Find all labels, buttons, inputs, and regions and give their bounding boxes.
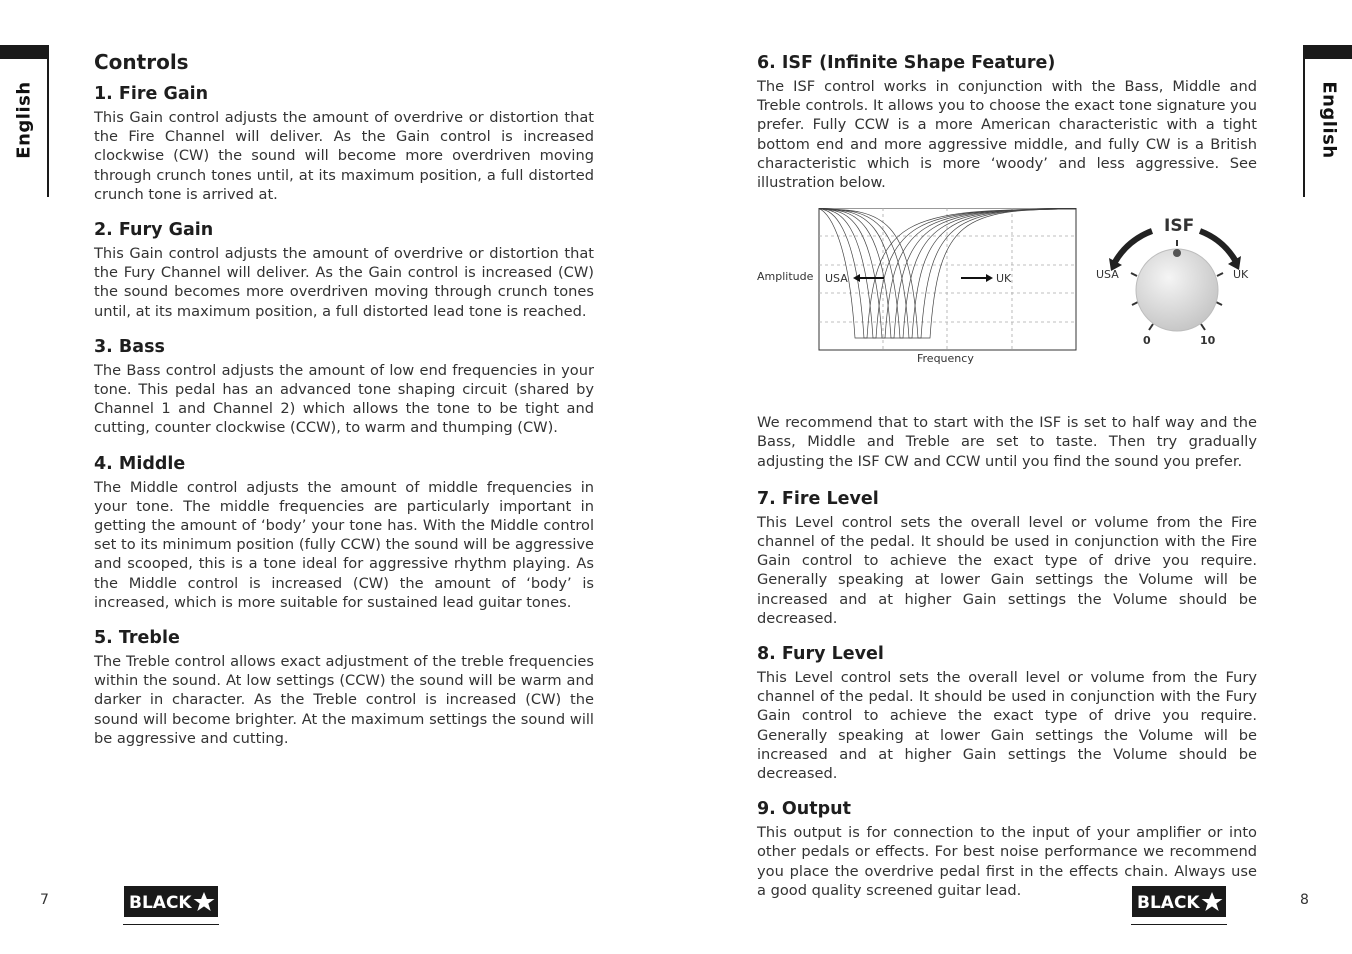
isf-illustration bbox=[757, 208, 1257, 398]
section-middle bbox=[94, 454, 594, 612]
star-icon bbox=[194, 892, 215, 911]
section-title: 2. Fury Gain bbox=[94, 220, 214, 241]
section-body: This Gain control adjusts the amount of overdrive or distortion that the Fire Channel will deliver. As the Gain control is increased clockwise (CW) the sound will become more overdriven moving through crunch tones until, at its maximum position, a full distorted crunch tone is arrived at. bbox=[94, 109, 594, 203]
section-output bbox=[757, 799, 1257, 900]
cw-arrow-icon bbox=[1200, 231, 1235, 260]
recommend-body: We recommend that to start with the ISF is set to half way and the Bass, Middle and Treble are set to taste. Then try gradually adjusting the ISF CW and CCW until you find the sound you prefer. bbox=[757, 414, 1257, 470]
section-bass bbox=[94, 337, 594, 438]
section-body: This Gain control adjusts the amount of overdrive or distortion that the Fury Channel will deliver. As the Gain control is increased (CW) the sound becomes more overdriven moving through crunch tones until, at its maximum position, a full distorted lead tone is reached. bbox=[94, 245, 594, 320]
logo-underline bbox=[1131, 924, 1227, 925]
response-curve bbox=[819, 209, 1076, 338]
response-curve bbox=[819, 209, 1076, 338]
section-title: 6. ISF (Infinite Shape Feature) bbox=[757, 53, 1056, 73]
section-title: 3. Bass bbox=[94, 336, 165, 357]
section-title: 8. Fury Level bbox=[757, 644, 884, 665]
language-tab bbox=[0, 45, 49, 197]
page-number: 7 bbox=[40, 892, 49, 908]
section-fire-level bbox=[757, 489, 1257, 628]
section-title: 4. Middle bbox=[94, 453, 186, 474]
language-tab-label: English bbox=[13, 81, 34, 159]
right-arrow-icon bbox=[961, 274, 993, 282]
section-title: 7. Fire Level bbox=[757, 488, 879, 509]
isf-diagram bbox=[757, 208, 1257, 378]
isf-knob bbox=[1096, 216, 1249, 347]
logo-text: BLACK bbox=[129, 893, 192, 913]
language-tab bbox=[1303, 45, 1352, 197]
section-fury-gain bbox=[94, 220, 594, 321]
blackstar-logo bbox=[124, 886, 218, 917]
right-page bbox=[676, 0, 1352, 954]
section-body: The Middle control adjusts the amount of middle frequencies in your tone. The middle frequencies are particularly important in getting the amount of ‘body’ your tone has. With the Middle control set to its minimum position (fully CCW) the sound will be aggressive and scooped, this is a tone ideal for aggressive rhythm playing. As the Middle control is increased (CW) the amount of ‘body’ is increased, which is more suitable for sustained lead guitar tones. bbox=[94, 478, 594, 611]
section-title: 9. Output bbox=[757, 799, 851, 820]
section-title: 5. Treble bbox=[94, 628, 180, 649]
knob-max-label: 10 bbox=[1200, 334, 1216, 348]
frequency-label: Frequency bbox=[917, 352, 974, 366]
right-column bbox=[757, 50, 1257, 916]
section-body: This Level control sets the overall level or volume from the Fire channel of the pedal. It should be used in conjunction with the Fire Gain control to achieve the exact type of drive you require. Generally speaking at lower Gain settings the Volume will be increased and at higher Gain settings the Volume should be decreased. bbox=[757, 513, 1257, 627]
amplitude-label: Amplitude bbox=[757, 270, 814, 284]
knob-indicator bbox=[1173, 249, 1181, 257]
knob-body bbox=[1136, 249, 1218, 331]
page-title: Controls bbox=[94, 50, 189, 74]
knob-min-label: 0 bbox=[1143, 334, 1151, 348]
section-body: This Level control sets the overall level or volume from the Fury channel of the pedal. It should be used in conjunction with the Fury Gain control to achieve the exact type of drive you require. Generally speaking at lower Gain settings the Volume will be increased and at higher Gain settings the Volume should be decreased. bbox=[757, 669, 1257, 783]
left-column bbox=[94, 50, 594, 764]
logo-text: BLACK bbox=[1137, 893, 1200, 913]
star-icon bbox=[1202, 892, 1223, 911]
knob-right-label: UK bbox=[1233, 268, 1249, 282]
section-treble bbox=[94, 628, 594, 748]
response-curve bbox=[819, 209, 1076, 338]
section-body: The ISF control works in conjunction with the Bass, Middle and Treble controls. It allows you to choose the exact tone signature you prefer. Fully CCW is a more American characteristic with a tight bottom end and more aggressive middle, and fully CW is a British characteristic which is more ‘woody’ and less aggressive. See illustration below. bbox=[757, 78, 1257, 192]
blackstar-logo bbox=[1132, 886, 1226, 917]
section-body: This output is for connection to the input of your amplifier or into other pedals or effects. For best noise performance we recommend you place the overdrive pedal first in the effects chain. Always use a good quality screened guitar lead. bbox=[757, 824, 1257, 899]
frequency-graph bbox=[757, 208, 1076, 365]
knob-title: ISF bbox=[1164, 216, 1195, 237]
blackstar-logo-mark bbox=[1134, 888, 1224, 915]
response-curve bbox=[819, 209, 1076, 338]
usa-arrow-label: USA bbox=[825, 272, 848, 286]
blackstar-logo-mark bbox=[126, 888, 216, 915]
section-fire-gain bbox=[94, 84, 594, 204]
uk-arrow-label: UK bbox=[996, 272, 1012, 286]
response-curve bbox=[819, 209, 1076, 338]
response-curve bbox=[819, 209, 1076, 338]
response-curves bbox=[819, 209, 1076, 338]
page-number: 8 bbox=[1300, 892, 1309, 908]
section-body: The Treble control allows exact adjustment of the treble frequencies within the sound. At low settings (CCW) the sound will be warm and darker in character. As the Treble control is increased (CW) the sound will become brighter. At the maximum settings the sound will be aggressive and cutting. bbox=[94, 653, 594, 747]
section-title: 1. Fire Gain bbox=[94, 84, 209, 104]
section-body: The Bass control adjusts the amount of low end frequencies in your tone. This pedal has an advanced tone shaping circuit (shared by Channel 1 and Channel 2) which allows the tone to be tight and cutting, counter clockwise (CCW), to warm and thumping (CW). bbox=[94, 361, 594, 437]
response-curve bbox=[819, 209, 1076, 338]
response-curve bbox=[819, 209, 1076, 338]
section-fury-level bbox=[757, 644, 1257, 783]
language-tab-label: English bbox=[1318, 81, 1339, 159]
ccw-arrow-icon bbox=[1115, 231, 1152, 262]
knob-left-label: USA bbox=[1096, 268, 1119, 282]
logo-underline bbox=[123, 924, 219, 925]
